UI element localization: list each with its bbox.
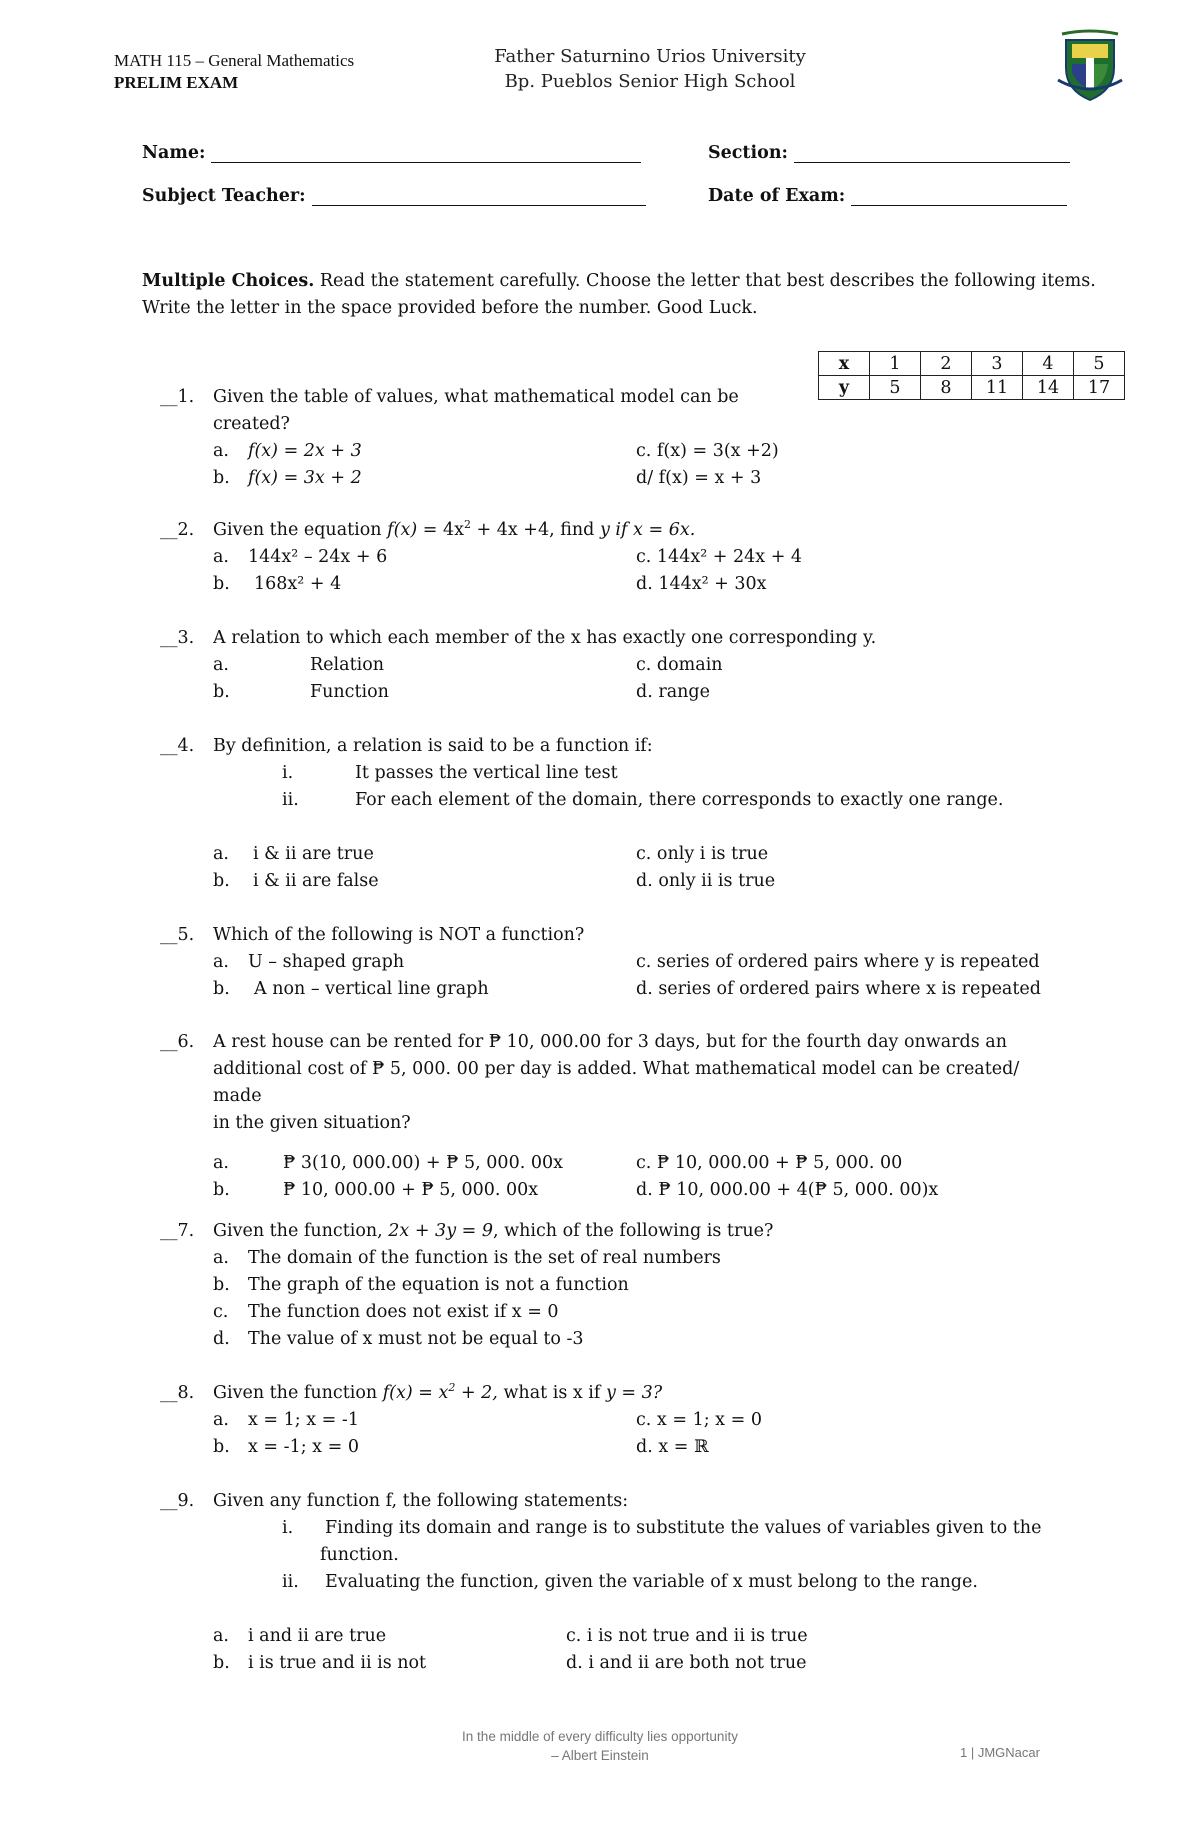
- question-9: [160, 1488, 1060, 1677]
- choice-b: i & ii are false: [253, 871, 379, 891]
- table-cell: 14: [1023, 376, 1074, 400]
- choice-b-letter: b.: [213, 1653, 230, 1673]
- choice-b-letter: b.: [213, 682, 230, 702]
- statement-ii: ii. Evaluating the function, given the variable of x must belong to the range.: [282, 1572, 978, 1592]
- question-6: [160, 1029, 1060, 1204]
- table-cell: 1: [870, 352, 921, 376]
- question-stem: Given the function $f(x) = x^2 + 2$, what is x if y = 3?: [213, 1381, 663, 1403]
- table-cell: 3: [972, 352, 1023, 376]
- table-cell: 11: [972, 376, 1023, 400]
- choice-row: [160, 652, 1060, 679]
- table-header-x: x: [819, 352, 870, 376]
- question-7: [160, 1218, 1060, 1353]
- choice-b: f(x) = 3x + 2: [248, 468, 362, 488]
- choice-d: d. range: [636, 682, 710, 702]
- table-cell: 17: [1074, 376, 1125, 400]
- choice-b: Function: [310, 682, 389, 702]
- choice-b: ₱ 10, 000.00 + ₱ 5, 000. 00x: [283, 1180, 539, 1200]
- question-number[interactable]: __9.: [160, 1491, 195, 1511]
- choice-c: c. x = 1; x = 0: [636, 1410, 762, 1430]
- choice-row: [160, 1326, 1060, 1353]
- question-5: [160, 922, 1060, 1003]
- question-1: [160, 384, 1060, 492]
- question-stem: Given the table of values, what mathematical model can be created?: [213, 387, 739, 434]
- table-header-y: y: [819, 376, 870, 400]
- question-4: [160, 733, 1060, 895]
- section-label: Section:: [708, 143, 789, 163]
- question-stem: Given any function f, the following statements:: [213, 1491, 629, 1511]
- section-field[interactable]: [708, 143, 1070, 163]
- choice-c: c. series of ordered pairs where y is repeated: [636, 952, 1040, 972]
- instructions-heading: Multiple Choices.: [142, 271, 315, 291]
- teacher-field[interactable]: [142, 186, 646, 206]
- statement-i: i. Finding its domain and range is to substitute the values of variables given to the: [282, 1518, 1042, 1538]
- question-stem: A rest house can be rented for ₱ 10, 000.00 for 3 days, but for the fourth day onwards an additional cost of ₱ 5, 000. 00 per day is added. What mathematical model can be created/ made in the given situation?: [213, 1032, 1020, 1133]
- choice-c: c. ₱ 10, 000.00 + ₱ 5, 000. 00: [636, 1153, 903, 1173]
- name-label: Name:: [142, 143, 206, 163]
- question-stem: Given the function, 2x + 3y = 9, which of the following is true?: [213, 1221, 774, 1241]
- choice-a: U – shaped graph: [248, 952, 405, 972]
- choice-row: [160, 1177, 1060, 1204]
- choice-d-letter: d.: [213, 1329, 230, 1349]
- choice-a: i & ii are true: [253, 844, 374, 864]
- choice-row: [160, 1272, 1060, 1299]
- date-field[interactable]: [708, 186, 1067, 206]
- table-cell: 8: [921, 376, 972, 400]
- choice-b: i is true and ii is not: [248, 1653, 427, 1673]
- date-line[interactable]: [851, 189, 1067, 206]
- statement-i-cont: function.: [320, 1545, 399, 1565]
- choice-d: d. only ii is true: [636, 871, 776, 891]
- choice-a: ₱ 3(10, 000.00) + ₱ 5, 000. 00x: [283, 1153, 563, 1173]
- choice-row: [160, 868, 1060, 895]
- table-cell: 2: [921, 352, 972, 376]
- choice-b-letter: b.: [213, 1180, 230, 1200]
- table-cell: 5: [1074, 352, 1125, 376]
- choice-c: c. only i is true: [636, 844, 769, 864]
- name-line[interactable]: [211, 146, 641, 163]
- choice-row: [160, 1650, 1060, 1677]
- choice-b-letter: b.: [213, 1275, 230, 1295]
- question-number[interactable]: __8.: [160, 1383, 195, 1403]
- question-stem: A relation to which each member of the x has exactly one corresponding y.: [213, 628, 877, 648]
- exam-title: PRELIM EXAM: [114, 73, 239, 92]
- choice-row: [160, 438, 1060, 465]
- choice-d: d. 144x² + 30x: [636, 574, 767, 594]
- question-number[interactable]: __7.: [160, 1221, 195, 1241]
- choice-a-letter: a.: [213, 1626, 229, 1646]
- question-3: [160, 625, 1060, 706]
- choice-b-letter: b.: [213, 1437, 230, 1457]
- choice-a-letter: a.: [213, 441, 229, 461]
- choice-a-letter: a.: [213, 952, 229, 972]
- choice-d: The value of x must not be equal to -3: [248, 1329, 584, 1349]
- choice-d: d. x = ℝ: [636, 1437, 709, 1457]
- choice-c: c. domain: [636, 655, 723, 675]
- choice-row: [160, 571, 1060, 598]
- question-number[interactable]: __4.: [160, 736, 195, 756]
- choice-row: [160, 1623, 1060, 1650]
- choice-a: 144x² – 24x + 6: [248, 547, 388, 567]
- choice-b: 168x² + 4: [254, 574, 342, 594]
- instructions: [142, 268, 1102, 322]
- choice-c: c. i is not true and ii is true: [566, 1626, 808, 1646]
- choice-d: d. series of ordered pairs where x is repeated: [636, 979, 1041, 999]
- course-title: MATH 115 – General Mathematics: [114, 51, 355, 70]
- choice-b-letter: b.: [213, 979, 230, 999]
- teacher-line[interactable]: [312, 189, 646, 206]
- choice-a: f(x) = 2x + 3: [248, 441, 362, 461]
- section-line[interactable]: [794, 146, 1070, 163]
- choice-row: [160, 949, 1060, 976]
- choice-row: [160, 1245, 1060, 1272]
- choice-a-letter: a.: [213, 1410, 229, 1430]
- choice-a-letter: a.: [213, 547, 229, 567]
- choice-d: d. ₱ 10, 000.00 + 4(₱ 5, 000. 00)x: [636, 1180, 939, 1200]
- choice-b-letter: b.: [213, 574, 230, 594]
- school-header: [470, 44, 830, 94]
- choice-b: x = -1; x = 0: [248, 1437, 359, 1457]
- choice-row: [160, 1150, 1060, 1177]
- choice-a-letter: a.: [213, 1153, 229, 1173]
- choice-row: [160, 679, 1060, 706]
- choice-a-letter: a.: [213, 655, 229, 675]
- choice-row: [160, 976, 1060, 1003]
- page-number: 1 | JMGNacar: [960, 1745, 1040, 1760]
- quote-author: – Albert Einstein: [551, 1748, 649, 1763]
- choice-a: i and ii are true: [248, 1626, 387, 1646]
- question-stem: Which of the following is NOT a function?: [213, 925, 585, 945]
- question-number[interactable]: __5.: [160, 925, 195, 945]
- choice-b: A non – vertical line graph: [254, 979, 489, 999]
- choice-row: [160, 1434, 1060, 1461]
- choice-row: [160, 544, 1060, 571]
- question-number[interactable]: __1.: [160, 387, 195, 407]
- choice-a-letter: a.: [213, 844, 229, 864]
- choice-a-letter: a.: [213, 1248, 229, 1268]
- table-cell: 5: [870, 376, 921, 400]
- choice-d: d. i and ii are both not true: [566, 1653, 807, 1673]
- choice-b-letter: b.: [213, 871, 230, 891]
- choice-c-letter: c.: [213, 1302, 229, 1322]
- university-name: Father Saturnino Urios University: [494, 46, 806, 67]
- choice-d: d/ f(x) = x + 3: [636, 468, 762, 488]
- date-label: Date of Exam:: [708, 186, 846, 206]
- choice-row: [160, 465, 1060, 492]
- question-stem: By definition, a relation is said to be a function if:: [213, 736, 653, 756]
- teacher-label: Subject Teacher:: [142, 186, 306, 206]
- choice-a: Relation: [310, 655, 384, 675]
- choice-b-letter: b.: [213, 468, 230, 488]
- choice-row: [160, 1299, 1060, 1326]
- choice-row: [160, 841, 1060, 868]
- university-seal-icon: [1052, 28, 1128, 104]
- choice-a: x = 1; x = -1: [248, 1410, 359, 1430]
- statement-ii: ii. For each element of the domain, there corresponds to exactly one range.: [282, 790, 1004, 810]
- table-row-x: [819, 352, 1125, 376]
- quote-text: In the middle of every difficulty lies opportunity: [462, 1729, 738, 1744]
- choice-c: The function does not exist if x = 0: [248, 1302, 559, 1322]
- school-name: Bp. Pueblos Senior High School: [504, 71, 796, 92]
- choice-row: [160, 1407, 1060, 1434]
- question-number[interactable]: __2.: [160, 520, 195, 540]
- instructions-text: Read the statement carefully. Choose the letter that best describes the following items. Write the letter in the space provided before the number. Good Luck.: [142, 271, 1096, 318]
- question-8: [160, 1380, 1060, 1461]
- name-field[interactable]: [142, 143, 641, 163]
- choice-c: c. 144x² + 24x + 4: [636, 547, 803, 567]
- footer-quote: [400, 1727, 800, 1765]
- course-header: [114, 50, 354, 94]
- choice-c: c. f(x) = 3(x +2): [636, 441, 779, 461]
- question-number[interactable]: __3.: [160, 628, 195, 648]
- choice-a: The domain of the function is the set of real numbers: [248, 1248, 721, 1268]
- question-stem: Given the equation $f(x) = 4x^2 + 4x +4$, find y if x = 6x.: [213, 518, 696, 540]
- table-cell: 4: [1023, 352, 1074, 376]
- question-2: [160, 517, 1060, 598]
- choice-b: The graph of the equation is not a function: [248, 1275, 629, 1295]
- question-number[interactable]: __6.: [160, 1032, 195, 1052]
- statement-i: i. It passes the vertical line test: [282, 763, 618, 783]
